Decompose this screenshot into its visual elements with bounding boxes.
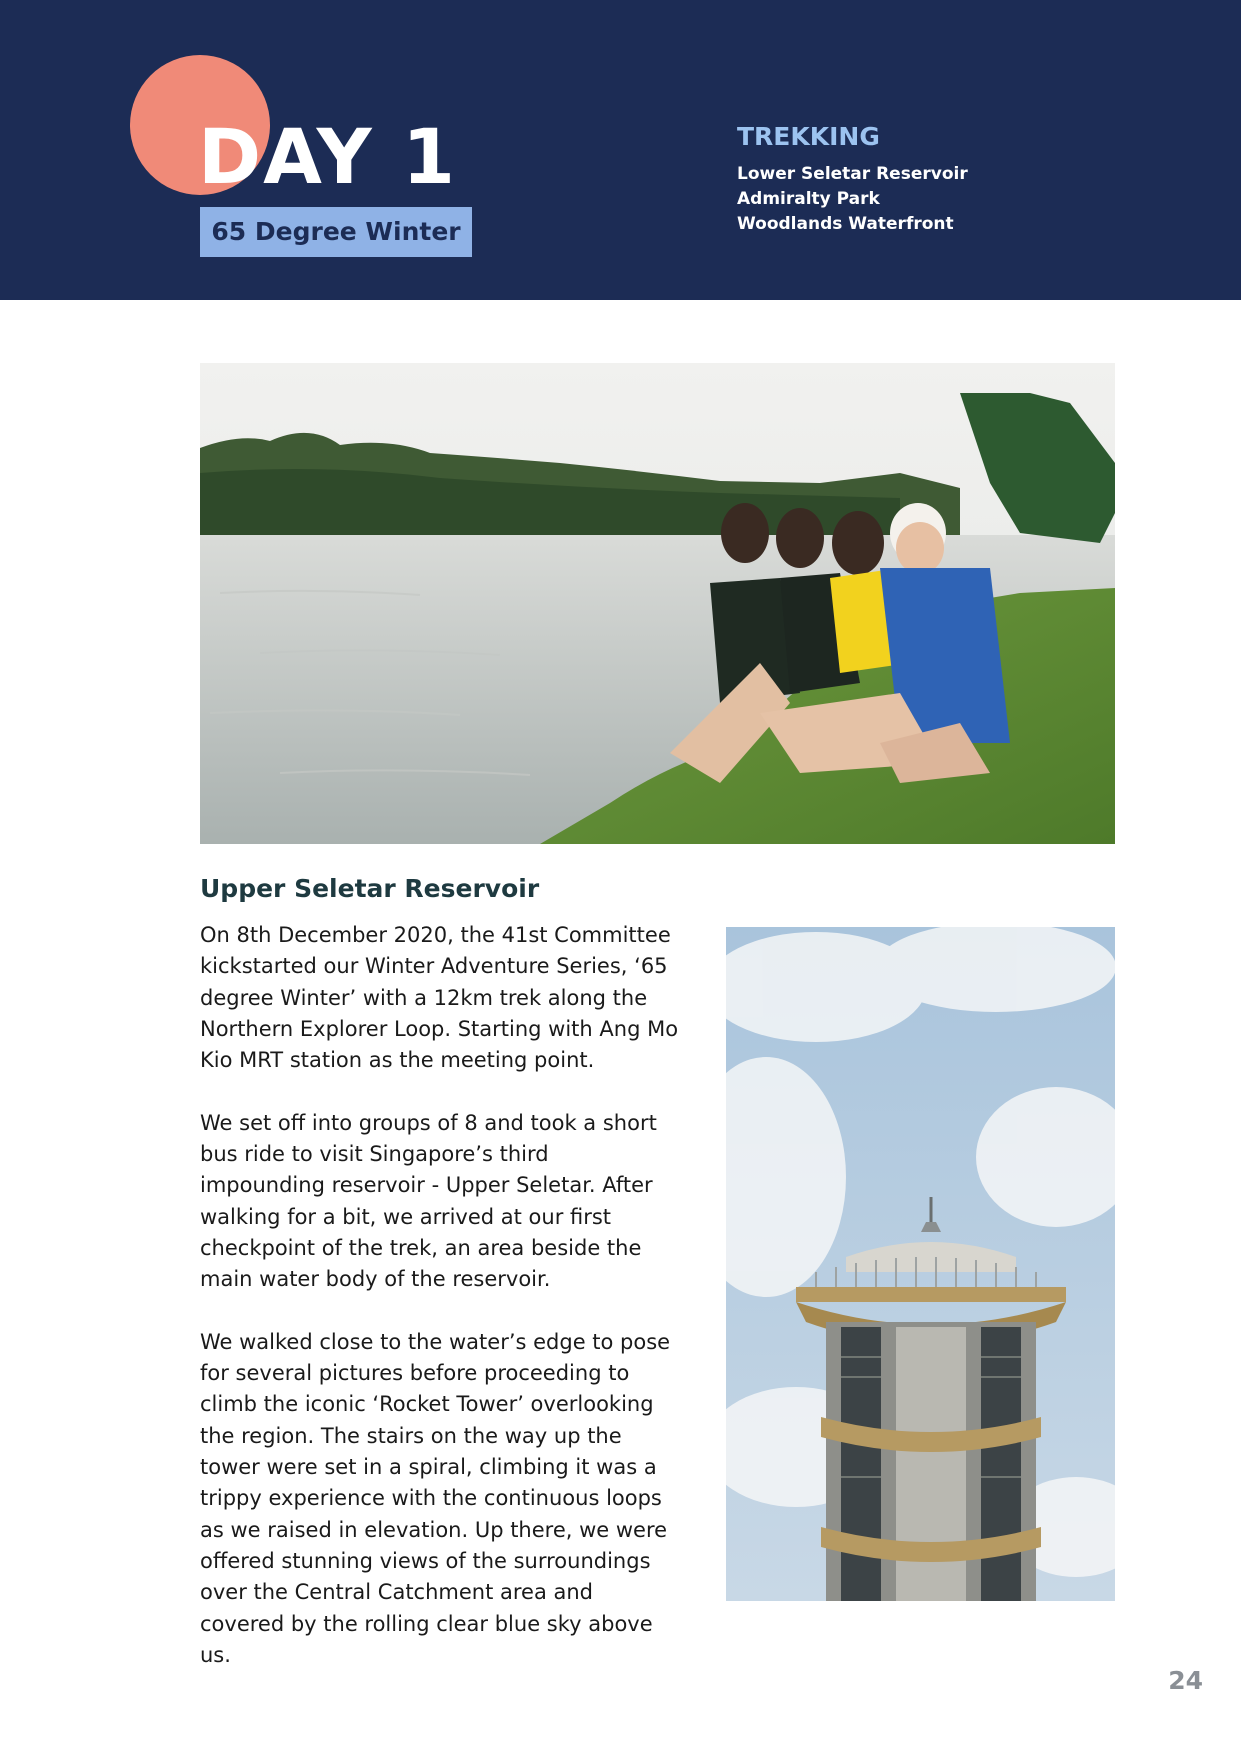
- paragraph: We set off into groups of 8 and took a short bus ride to visit Singapore’s third impounding reservoir - Upper Seletar. After walking for a bit, we arrived at our first checkpoint of the trek, an area beside the main water body of the reservoir.: [200, 1110, 657, 1292]
- location-item: Lower Seletar Reservoir: [737, 164, 968, 184]
- day-title: DAY 1: [198, 112, 458, 201]
- reservoir-group-photo: [200, 363, 1115, 844]
- event-subtitle: 65 Degree Winter: [200, 207, 472, 257]
- location-item: Admiralty Park: [737, 189, 880, 209]
- paragraph: We walked close to the water’s edge to pose for several pictures before proceeding to climb the iconic ‘Rocket Tower’ overlooking the region. The stairs on the way up the tower were set in a spiral, climbing it was a trippy experience with the continuous loops as we raised in elevation. Up there, we were offered stunning views of the surroundings over the Central Catchment area and covered by the rolling clear blue sky above us.: [200, 1329, 671, 1667]
- rocket-tower-photo: [726, 927, 1115, 1601]
- page-header: [0, 0, 1241, 300]
- article-body: [200, 920, 680, 1702]
- page-number: 24: [1168, 1666, 1203, 1695]
- section-title: Upper Seletar Reservoir: [200, 874, 540, 903]
- activity-label: TREKKING: [737, 122, 880, 151]
- location-item: Woodlands Waterfront: [737, 214, 954, 234]
- paragraph: On 8th December 2020, the 41st Committee kickstarted our Winter Adventure Series, ‘65 degree Winter’ with a 12km trek along the Northern Explorer Loop. Starting with Ang Mo Kio MRT station as the meeting point.: [200, 923, 679, 1073]
- location-list: [737, 162, 968, 237]
